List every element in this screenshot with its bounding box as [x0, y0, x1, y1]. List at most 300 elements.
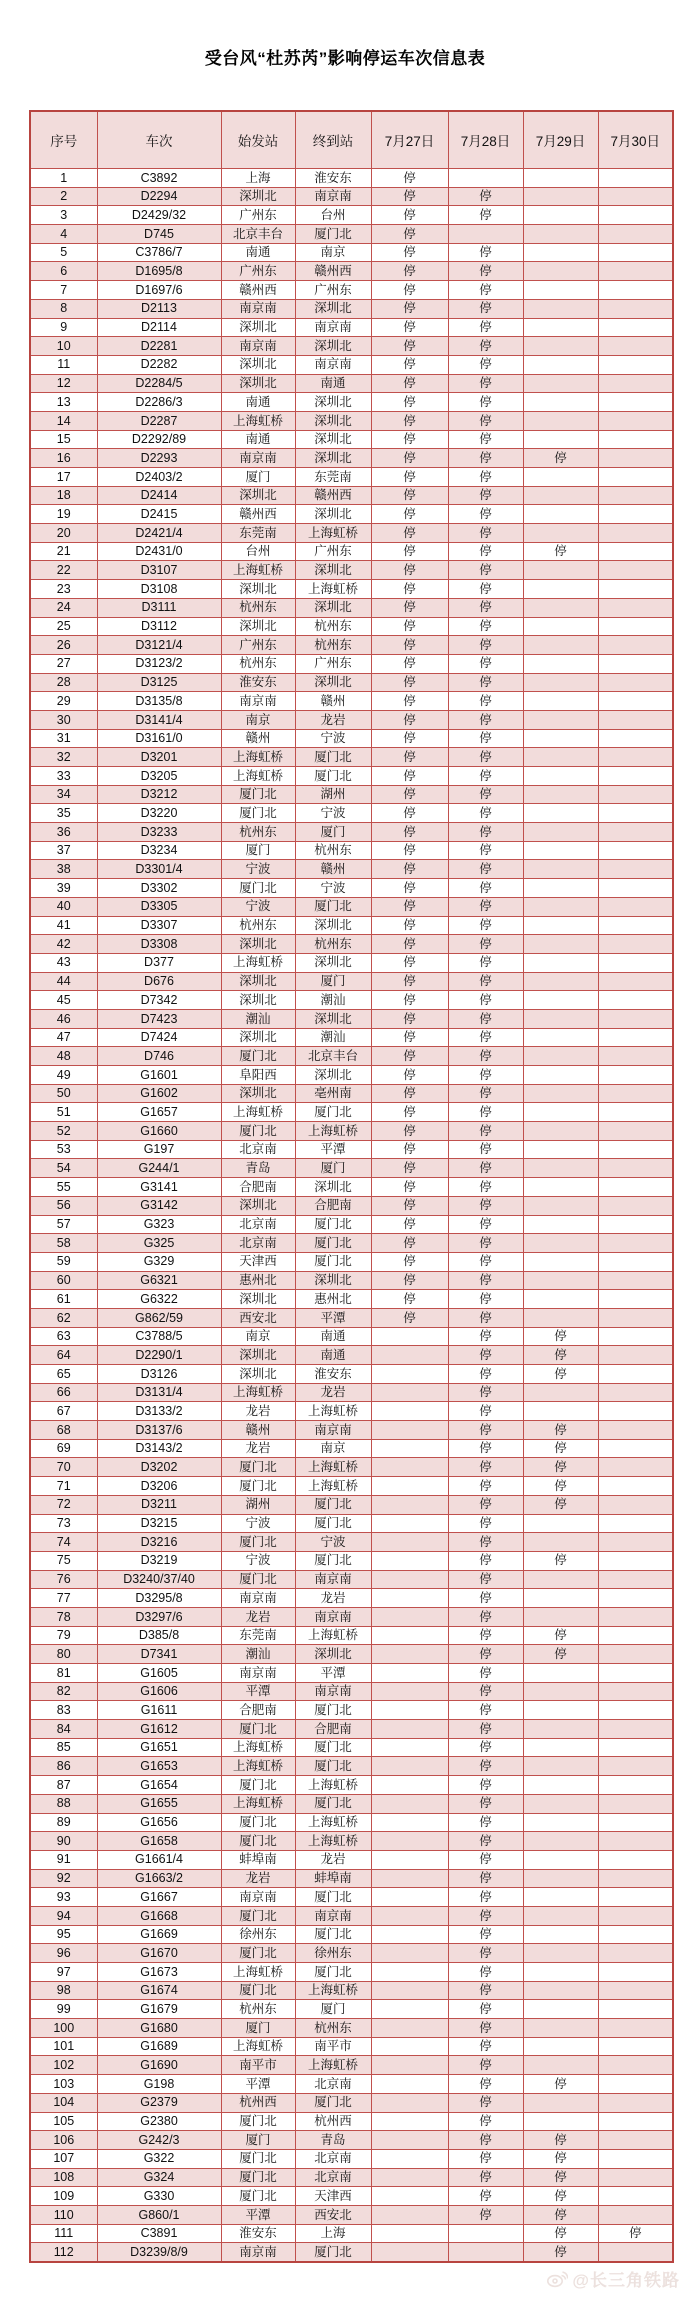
jul28-cell: 停 [448, 281, 523, 300]
train-cell: G330 [97, 2187, 221, 2206]
destination-cell: 淮安东 [295, 1365, 371, 1384]
origin-cell: 厦门北 [221, 879, 295, 898]
seq-cell: 43 [30, 953, 97, 972]
destination-cell: 赣州 [295, 692, 371, 711]
jul27-cell [371, 1720, 448, 1739]
origin-cell: 南京南 [221, 1589, 295, 1608]
jul30-cell: 停 [598, 2224, 673, 2243]
destination-cell: 深圳北 [295, 916, 371, 935]
jul29-cell [523, 673, 598, 692]
jul28-cell: 停 [448, 1533, 523, 1552]
seq-cell: 38 [30, 860, 97, 879]
jul29-cell [523, 299, 598, 318]
train-cell: D3107 [97, 561, 221, 580]
jul28-cell [448, 2243, 523, 2262]
train-cell: G322 [97, 2149, 221, 2168]
jul28-cell: 停 [448, 673, 523, 692]
jul30-cell [598, 1682, 673, 1701]
seq-cell: 60 [30, 1271, 97, 1290]
table-row [30, 206, 673, 225]
jul28-cell: 停 [448, 187, 523, 206]
jul30-cell [598, 1495, 673, 1514]
jul27-cell [371, 1794, 448, 1813]
jul29-cell: 停 [523, 1458, 598, 1477]
table-row [30, 1813, 673, 1832]
jul30-cell [598, 169, 673, 188]
jul28-cell: 停 [448, 262, 523, 281]
jul27-cell [371, 1682, 448, 1701]
jul27-cell: 停 [371, 935, 448, 954]
jul28-cell: 停 [448, 1925, 523, 1944]
seq-cell: 16 [30, 449, 97, 468]
destination-cell: 广州东 [295, 654, 371, 673]
seq-cell: 29 [30, 692, 97, 711]
jul27-cell: 停 [371, 1234, 448, 1253]
seq-cell: 48 [30, 1047, 97, 1066]
jul28-cell [448, 225, 523, 244]
destination-cell: 上海 [295, 2224, 371, 2243]
train-cell: D745 [97, 225, 221, 244]
train-cell: G1651 [97, 1738, 221, 1757]
train-cell: D3234 [97, 841, 221, 860]
table-row [30, 2037, 673, 2056]
origin-cell: 北京南 [221, 1234, 295, 1253]
origin-cell: 上海虹桥 [221, 1738, 295, 1757]
origin-cell: 深圳北 [221, 580, 295, 599]
table-row [30, 486, 673, 505]
seq-cell: 35 [30, 804, 97, 823]
jul30-cell [598, 1813, 673, 1832]
origin-cell: 淮安东 [221, 2224, 295, 2243]
jul30-cell [598, 281, 673, 300]
train-cell: G2380 [97, 2112, 221, 2131]
jul28-cell: 停 [448, 561, 523, 580]
train-cell: G1654 [97, 1776, 221, 1795]
seq-cell: 104 [30, 2093, 97, 2112]
jul27-cell [371, 2019, 448, 2038]
jul30-cell [598, 1664, 673, 1683]
jul28-cell: 停 [448, 748, 523, 767]
jul27-cell [371, 1421, 448, 1440]
seq-cell: 91 [30, 1850, 97, 1869]
page-title: 受台风“杜苏芮”影响停运车次信息表 [204, 49, 486, 68]
jul28-cell: 停 [448, 1009, 523, 1028]
jul29-cell [523, 636, 598, 655]
jul28-cell: 停 [448, 823, 523, 842]
seq-cell: 82 [30, 1682, 97, 1701]
destination-cell: 深圳北 [295, 393, 371, 412]
train-cell: C3788/5 [97, 1327, 221, 1346]
seq-cell: 94 [30, 1906, 97, 1925]
table-row [30, 1365, 673, 1384]
jul27-cell [371, 1383, 448, 1402]
table-row [30, 785, 673, 804]
table-row [30, 1906, 673, 1925]
destination-cell: 深圳北 [295, 299, 371, 318]
jul29-cell [523, 1981, 598, 2000]
jul29-cell [523, 1290, 598, 1309]
jul28-cell: 停 [448, 692, 523, 711]
jul27-cell: 停 [371, 654, 448, 673]
jul28-cell: 停 [448, 879, 523, 898]
jul27-cell: 停 [371, 225, 448, 244]
jul27-cell [371, 2131, 448, 2150]
jul30-cell [598, 2187, 673, 2206]
origin-cell: 台州 [221, 542, 295, 561]
jul28-cell: 停 [448, 2056, 523, 2075]
jul30-cell [598, 785, 673, 804]
destination-cell: 徐州东 [295, 1944, 371, 1963]
jul30-cell [598, 1850, 673, 1869]
jul28-cell: 停 [448, 935, 523, 954]
jul27-cell: 停 [371, 767, 448, 786]
seq-cell: 40 [30, 897, 97, 916]
origin-cell: 上海虹桥 [221, 561, 295, 580]
table-row [30, 1346, 673, 1365]
train-cell: D3111 [97, 598, 221, 617]
destination-cell: 南京南 [295, 1570, 371, 1589]
destination-cell: 厦门 [295, 972, 371, 991]
destination-cell: 南京 [295, 1439, 371, 1458]
jul29-cell [523, 2056, 598, 2075]
destination-cell: 南京南 [295, 1906, 371, 1925]
seq-cell: 112 [30, 2243, 97, 2262]
jul29-cell: 停 [523, 2187, 598, 2206]
seq-cell: 75 [30, 1551, 97, 1570]
origin-cell: 天津西 [221, 1252, 295, 1271]
destination-cell: 上海虹桥 [295, 524, 371, 543]
jul29-cell [523, 1196, 598, 1215]
seq-cell: 25 [30, 617, 97, 636]
train-cell: G1656 [97, 1813, 221, 1832]
seq-cell: 66 [30, 1383, 97, 1402]
table-row [30, 767, 673, 786]
table-row [30, 1290, 673, 1309]
jul27-cell: 停 [371, 729, 448, 748]
destination-cell: 潮汕 [295, 1028, 371, 1047]
jul29-cell [523, 393, 598, 412]
origin-cell: 厦门北 [221, 1047, 295, 1066]
table-row [30, 841, 673, 860]
seq-cell: 32 [30, 748, 97, 767]
table-row [30, 337, 673, 356]
train-cell: D7341 [97, 1645, 221, 1664]
origin-cell: 深圳北 [221, 374, 295, 393]
jul28-cell: 停 [448, 1906, 523, 1925]
train-cell: D3121/4 [97, 636, 221, 655]
jul27-cell: 停 [371, 1271, 448, 1290]
train-cell: D2287 [97, 411, 221, 430]
jul30-cell [598, 449, 673, 468]
table-row [30, 2224, 673, 2243]
jul28-cell: 停 [448, 1888, 523, 1907]
origin-cell: 深圳北 [221, 1196, 295, 1215]
jul30-cell [598, 991, 673, 1010]
table-row [30, 374, 673, 393]
jul28-cell: 停 [448, 1981, 523, 2000]
origin-cell: 深圳北 [221, 1084, 295, 1103]
jul27-cell: 停 [371, 1196, 448, 1215]
jul29-cell: 停 [523, 1439, 598, 1458]
seq-cell: 80 [30, 1645, 97, 1664]
jul29-cell: 停 [523, 1645, 598, 1664]
jul30-cell [598, 692, 673, 711]
jul29-cell [523, 710, 598, 729]
origin-cell: 潮汕 [221, 1645, 295, 1664]
jul30-cell [598, 617, 673, 636]
origin-cell: 南京南 [221, 337, 295, 356]
jul28-cell: 停 [448, 1551, 523, 1570]
destination-cell: 深圳北 [295, 1645, 371, 1664]
train-cell: D676 [97, 972, 221, 991]
jul30-cell [598, 1514, 673, 1533]
jul27-cell: 停 [371, 823, 448, 842]
seq-cell: 108 [30, 2168, 97, 2187]
jul27-cell: 停 [371, 1252, 448, 1271]
destination-cell: 深圳北 [295, 1178, 371, 1197]
train-cell: G324 [97, 2168, 221, 2187]
jul29-cell [523, 524, 598, 543]
jul30-cell [598, 561, 673, 580]
seq-cell: 17 [30, 468, 97, 487]
table-row [30, 262, 673, 281]
jul28-cell: 停 [448, 2000, 523, 2019]
jul30-cell [598, 2075, 673, 2094]
table-row [30, 2149, 673, 2168]
jul29-cell [523, 1009, 598, 1028]
jul30-cell [598, 1925, 673, 1944]
jul29-cell [523, 1906, 598, 1925]
jul28-cell: 停 [448, 1963, 523, 1982]
jul27-cell: 停 [371, 785, 448, 804]
jul27-cell: 停 [371, 580, 448, 599]
train-cell: G1663/2 [97, 1869, 221, 1888]
jul30-cell [598, 1009, 673, 1028]
table-row [30, 2075, 673, 2094]
jul28-cell: 停 [448, 1850, 523, 1869]
destination-cell: 龙岩 [295, 1850, 371, 1869]
jul30-cell [598, 393, 673, 412]
train-cell: D2113 [97, 299, 221, 318]
origin-cell: 湖州 [221, 1495, 295, 1514]
jul29-cell [523, 1533, 598, 1552]
destination-cell: 深圳北 [295, 1066, 371, 1085]
jul29-cell [523, 580, 598, 599]
table-row [30, 1477, 673, 1496]
train-cell: D3211 [97, 1495, 221, 1514]
destination-cell: 天津西 [295, 2187, 371, 2206]
table-row [30, 580, 673, 599]
jul27-cell: 停 [371, 318, 448, 337]
seq-cell: 11 [30, 355, 97, 374]
jul27-cell: 停 [371, 841, 448, 860]
jul28-cell: 停 [448, 1066, 523, 1085]
jul29-cell [523, 243, 598, 262]
table-row [30, 1178, 673, 1197]
jul29-cell [523, 1925, 598, 1944]
jul27-cell: 停 [371, 916, 448, 935]
jul30-cell [598, 1701, 673, 1720]
table-row [30, 1215, 673, 1234]
origin-cell: 上海虹桥 [221, 1963, 295, 1982]
jul28-cell: 停 [448, 374, 523, 393]
seq-cell: 109 [30, 2187, 97, 2206]
table-row [30, 710, 673, 729]
jul30-cell [598, 841, 673, 860]
origin-cell: 龙岩 [221, 1439, 295, 1458]
train-cell: G1658 [97, 1832, 221, 1851]
train-cell: D3295/8 [97, 1589, 221, 1608]
table-row [30, 1832, 673, 1851]
train-cell: D2290/1 [97, 1346, 221, 1365]
jul29-cell [523, 2000, 598, 2019]
origin-cell: 南京 [221, 710, 295, 729]
jul30-cell [598, 1626, 673, 1645]
origin-cell: 南京南 [221, 1888, 295, 1907]
jul30-cell [598, 1458, 673, 1477]
destination-cell: 台州 [295, 206, 371, 225]
destination-cell: 厦门 [295, 1159, 371, 1178]
jul27-cell: 停 [371, 1066, 448, 1085]
jul29-cell [523, 486, 598, 505]
jul30-cell [598, 1290, 673, 1309]
destination-cell: 淮安东 [295, 169, 371, 188]
jul30-cell [598, 1196, 673, 1215]
table-row [30, 2093, 673, 2112]
jul30-cell [598, 1028, 673, 1047]
table-row [30, 243, 673, 262]
destination-cell: 龙岩 [295, 1383, 371, 1402]
jul30-cell [598, 187, 673, 206]
jul30-cell [598, 318, 673, 337]
destination-cell: 杭州东 [295, 935, 371, 954]
jul27-cell [371, 1477, 448, 1496]
table-row [30, 1869, 673, 1888]
origin-cell: 赣州西 [221, 505, 295, 524]
jul30-cell [598, 1402, 673, 1421]
jul29-cell: 停 [523, 2131, 598, 2150]
table-row [30, 2112, 673, 2131]
jul30-cell [598, 1776, 673, 1795]
jul28-cell: 停 [448, 243, 523, 262]
jul27-cell: 停 [371, 411, 448, 430]
origin-cell: 东莞南 [221, 524, 295, 543]
jul29-cell [523, 2093, 598, 2112]
destination-cell: 厦门北 [295, 1495, 371, 1514]
origin-cell: 厦门北 [221, 1533, 295, 1552]
seq-cell: 27 [30, 654, 97, 673]
jul28-cell: 停 [448, 1607, 523, 1626]
seq-cell: 21 [30, 542, 97, 561]
jul29-cell [523, 1383, 598, 1402]
jul27-cell: 停 [371, 355, 448, 374]
destination-cell: 平潭 [295, 1140, 371, 1159]
seq-cell: 74 [30, 1533, 97, 1552]
train-cell: D3161/0 [97, 729, 221, 748]
jul28-cell: 停 [448, 2112, 523, 2131]
train-cell: D7423 [97, 1009, 221, 1028]
jul30-cell [598, 1981, 673, 2000]
destination-cell: 厦门北 [295, 897, 371, 916]
train-cell: G1611 [97, 1701, 221, 1720]
destination-cell: 深圳北 [295, 411, 371, 430]
train-cell: G1674 [97, 1981, 221, 2000]
table-row [30, 1196, 673, 1215]
jul30-cell [598, 935, 673, 954]
origin-cell: 杭州西 [221, 2093, 295, 2112]
seq-cell: 86 [30, 1757, 97, 1776]
jul30-cell [598, 860, 673, 879]
jul28-cell: 停 [448, 542, 523, 561]
jul27-cell [371, 1701, 448, 1720]
table-row [30, 542, 673, 561]
jul28-cell: 停 [448, 1664, 523, 1683]
destination-cell: 厦门北 [295, 1738, 371, 1757]
destination-cell: 厦门 [295, 2000, 371, 2019]
seq-cell: 64 [30, 1346, 97, 1365]
table-row [30, 1944, 673, 1963]
jul30-cell [598, 1869, 673, 1888]
destination-cell: 南京南 [295, 1607, 371, 1626]
origin-cell: 深圳北 [221, 355, 295, 374]
seq-cell: 44 [30, 972, 97, 991]
destination-cell: 上海虹桥 [295, 1458, 371, 1477]
destination-cell: 宁波 [295, 804, 371, 823]
jul27-cell [371, 1906, 448, 1925]
table-row [30, 1495, 673, 1514]
table-row [30, 561, 673, 580]
jul29-cell [523, 206, 598, 225]
destination-cell: 宁波 [295, 1533, 371, 1552]
jul28-cell: 停 [448, 991, 523, 1010]
jul30-cell [598, 1271, 673, 1290]
jul27-cell [371, 1495, 448, 1514]
jul29-cell: 停 [523, 1327, 598, 1346]
seq-cell: 69 [30, 1439, 97, 1458]
destination-cell: 上海虹桥 [295, 1402, 371, 1421]
destination-cell: 杭州东 [295, 841, 371, 860]
origin-cell: 厦门北 [221, 2187, 295, 2206]
seq-cell: 30 [30, 710, 97, 729]
seq-cell: 85 [30, 1738, 97, 1757]
jul30-cell [598, 1421, 673, 1440]
jul29-cell [523, 767, 598, 786]
seq-cell: 100 [30, 2019, 97, 2038]
jul27-cell [371, 1869, 448, 1888]
jul28-cell: 停 [448, 767, 523, 786]
jul30-cell [598, 486, 673, 505]
destination-cell: 南京南 [295, 1682, 371, 1701]
train-cell: G6321 [97, 1271, 221, 1290]
seq-cell: 36 [30, 823, 97, 842]
destination-cell: 厦门北 [295, 1925, 371, 1944]
origin-cell: 杭州东 [221, 598, 295, 617]
jul29-cell [523, 1701, 598, 1720]
destination-cell: 上海虹桥 [295, 580, 371, 599]
jul27-cell [371, 2037, 448, 2056]
table-row [30, 1738, 673, 1757]
jul28-cell: 停 [448, 1159, 523, 1178]
jul27-cell: 停 [371, 636, 448, 655]
jul29-cell [523, 1664, 598, 1683]
jul29-cell [523, 1813, 598, 1832]
origin-cell: 厦门北 [221, 1832, 295, 1851]
jul30-cell [598, 1327, 673, 1346]
jul27-cell: 停 [371, 542, 448, 561]
jul28-cell: 停 [448, 1028, 523, 1047]
jul30-cell [598, 879, 673, 898]
jul27-cell: 停 [371, 561, 448, 580]
